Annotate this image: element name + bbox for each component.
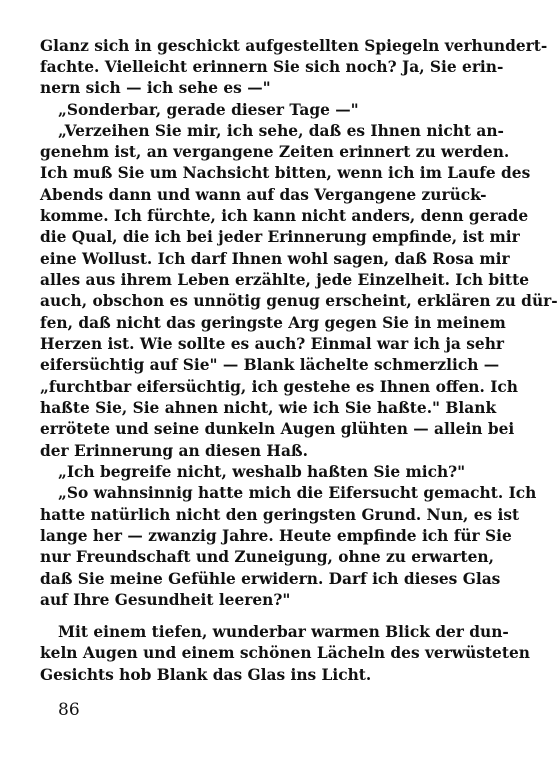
text-line: Glanz sich in geschickt aufgestellten Spiegeln verhundert- xyxy=(40,37,548,55)
text-line: „So wahnsinnig hatte mich die Eifersucht gemacht. Ich xyxy=(58,484,537,502)
text-line: „furchtbar eifersüchtig, ich gestehe es Ihnen offen. Ich xyxy=(40,378,518,396)
text-line: „Verzeihen Sie mir, ich sehe, daß es Ihnen nicht an- xyxy=(58,122,504,140)
text-line: „Sonderbar, gerade dieser Tage —" xyxy=(58,101,359,119)
text-line: genehm ist, an vergangene Zeiten erinnert zu werden. xyxy=(40,143,510,161)
text-line: Gesichts hob Blank das Glas ins Licht. xyxy=(40,666,372,684)
text-line: fachte. Vielleicht erinnern Sie sich noch? Ja, Sie erin- xyxy=(40,58,504,76)
page-number: 86 xyxy=(58,700,80,720)
text-line: komme. Ich fürchte, ich kann nicht anders, denn gerade xyxy=(40,207,529,225)
text-line: hatte natürlich nicht den geringsten Grund. Nun, es ist xyxy=(40,506,520,524)
text-line: alles aus ihrem Leben erzählte, jede Einzelheit. Ich bitte xyxy=(40,271,530,289)
text-line: haßte Sie, Sie ahnen nicht, wie ich Sie haßte." Blank xyxy=(40,399,497,417)
text-line: Herzen ist. Wie sollte es auch? Einmal war ich ja sehr xyxy=(40,335,505,353)
text-line: eifersüchtig auf Sie" — Blank lächelte schmerzlich — xyxy=(40,356,500,374)
text-line: „Ich begreife nicht, weshalb haßten Sie mich?" xyxy=(58,463,466,481)
text-line: nern sich — ich sehe es —" xyxy=(40,79,271,97)
text-line: Abends dann und wann auf das Vergangene zurück- xyxy=(40,186,487,204)
text-line: keln Augen und einem schönen Lächeln des verwüsteten xyxy=(40,644,530,662)
text-line: fen, daß nicht das geringste Arg gegen Sie in meinem xyxy=(40,314,506,332)
text-line: Ich muß Sie um Nachsicht bitten, wenn ich im Laufe des xyxy=(40,164,531,182)
text-line: Mit einem tiefen, wunderbar warmen Blick der dun- xyxy=(58,623,509,641)
text-line: auch, obschon es unnötig genug erscheint, erklären zu dür- xyxy=(40,292,558,310)
text-line: daß Sie meine Gefühle erwidern. Darf ich dieses Glas xyxy=(40,570,501,588)
text-line: nur Freundschaft und Zuneigung, ohne zu erwarten, xyxy=(40,548,494,566)
text-line: eine Wollust. Ich darf Ihnen wohl sagen, daß Rosa mir xyxy=(40,250,510,268)
text-line: lange her — zwanzig Jahre. Heute empfinde ich für Sie xyxy=(40,527,512,545)
text-line: die Qual, die ich bei jeder Erinnerung empfinde, ist mir xyxy=(40,228,520,246)
text-line: der Erinnerung an diesen Haß. xyxy=(40,442,308,460)
text-line: auf Ihre Gesundheit leeren?" xyxy=(40,591,291,609)
text-line: errötete und seine dunkeln Augen glühten — allein bei xyxy=(40,420,515,438)
